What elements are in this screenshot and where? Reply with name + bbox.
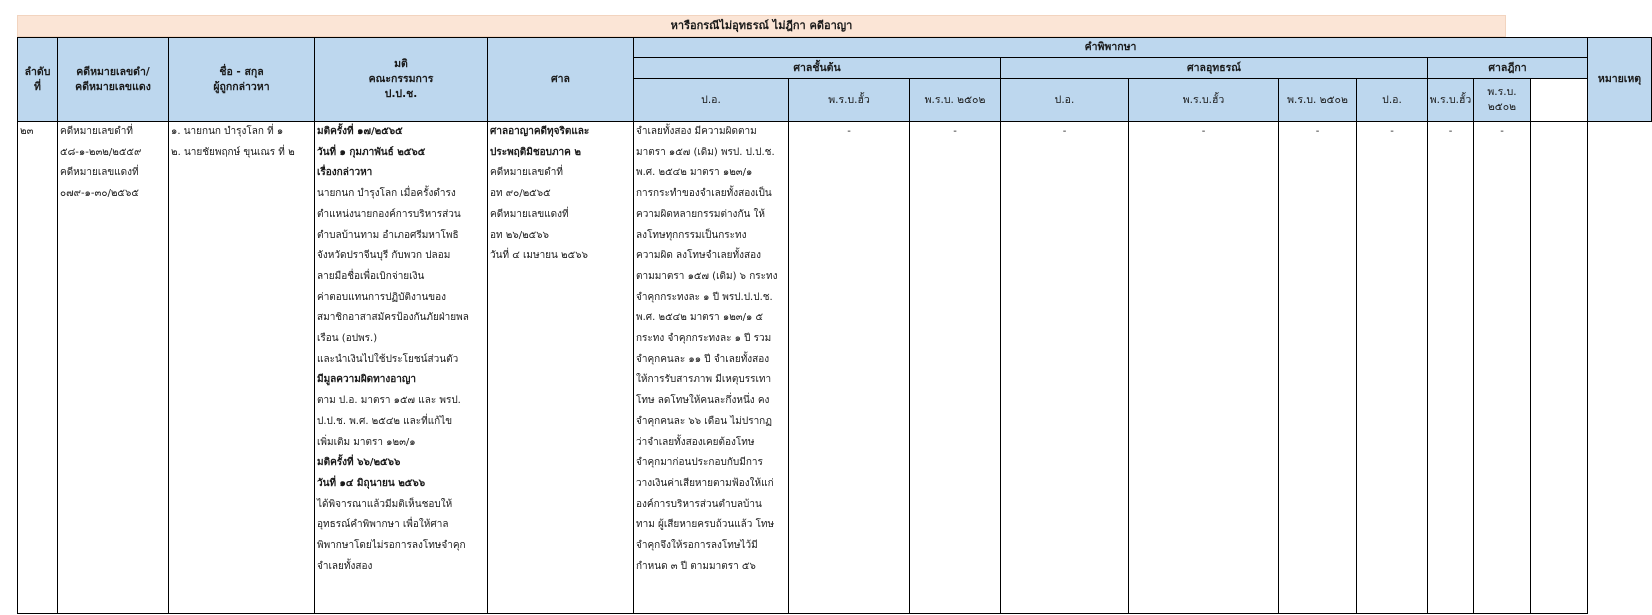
cell-appeal-po: -	[1001, 122, 1129, 614]
first-po-line: มาตรา ๑๕๗ (เดิม) พรป. ป.ป.ช.	[636, 146, 775, 158]
resolution-line: เรือน (อปพร.)	[317, 333, 378, 345]
court-line: วันที่ ๔ เมษายน ๒๕๖๖	[490, 250, 588, 262]
resolution-line: มติครั้งที่ ๖๖/๒๕๖๖	[317, 457, 401, 469]
cell-supreme-prb-hua: -	[1428, 122, 1474, 614]
first-po-line: จำคุกมาก่อนประกอบกับมีการ	[636, 457, 763, 469]
resolution-line: นายกนก บำรุงโลก เมื่อครั้งดำรง	[317, 188, 456, 200]
sheet-banner: หารือกรณีไม่อุทธรณ์ ไม่ฎีกา คดีอาญา	[17, 15, 1506, 37]
court-line: อท ๙๐/๒๕๖๕	[490, 188, 551, 200]
header-first-prb-hua: พ.ร.บ.ฮั้ว	[789, 79, 910, 122]
resolution-line: จำเลยทั้งสอง	[317, 560, 373, 572]
first-po-line: จำคุกคนละ ๖๖ เดือน ไม่ปรากฏ	[636, 415, 772, 427]
header-name: ชื่อ - สกุล ผู้ถูกกล่าวหา	[169, 38, 315, 122]
cell-first-po	[634, 122, 789, 614]
first-po-line: การกระทำของจำเลยทั้งสองเป็น	[636, 188, 772, 200]
first-po-line: จำเลยทั้งสอง มีความผิดตาม	[636, 126, 757, 137]
resolution-line: วันที่ ๑ กุมภาพันธ์ ๒๕๖๕	[317, 146, 426, 158]
resolution-line: ลายมือชื่อเพื่อเบิกจ่ายเงิน	[317, 270, 425, 282]
header-court-supreme: ศาลฎีกา	[1428, 58, 1588, 79]
resolution-line: เพิ่มเติม มาตรา ๑๒๓/๑	[317, 436, 416, 448]
first-po-line: โทษ ลดโทษให้คนละกึ่งหนึ่ง คง	[636, 395, 770, 407]
resolution-line: เรื่องกล่าวหา	[317, 167, 373, 179]
cell-first-prb-2502: -	[910, 122, 1001, 614]
first-po-line: พ.ศ. ๒๕๔๒ มาตรา ๑๒๓/๑ ๕	[636, 312, 764, 324]
resolution-line: อุทธรณ์คำพิพากษา เพื่อให้ศาล	[317, 519, 449, 531]
cell-appeal-prb-hua: -	[1129, 122, 1279, 614]
header-court-first: ศาลชั้นต้น	[634, 58, 1001, 79]
resolution-line: ตำบลบ้านทาม อำเภอศรีมหาโพธิ	[317, 229, 459, 241]
header-appeal-prb-2502: พ.ร.บ. ๒๕๐๒	[1279, 79, 1357, 122]
first-po-line: วางเงินค่าเสียหายตามฟ้องให้แก่	[636, 477, 774, 489]
court-line: คดีหมายเลขแดงที่	[490, 208, 569, 220]
court-line: ศาลอาญาคดีทุจริตและ	[490, 126, 590, 137]
header-first-prb-2502: พ.ร.บ. ๒๕๐๒	[910, 79, 1001, 122]
first-po-line: ความผิด ลงโทษจำเลยทั้งสอง	[636, 250, 761, 262]
resolution-line: ตำแหน่งนายกองค์การบริหารส่วน	[317, 208, 461, 220]
first-po-line: ว่าจำเลยทั้งสองเคยต้องโทษ	[636, 436, 755, 448]
header-court: ศาล	[488, 38, 634, 122]
first-po-line: จำคุกจึงให้รอการลงโทษไว้มี	[636, 540, 758, 552]
header-supreme-po: ป.อ.	[1357, 79, 1428, 122]
table-row	[18, 122, 1652, 614]
header-resolution: มติ คณะกรรมการ ป.ป.ช.	[315, 38, 488, 122]
first-po-line: กำหนด ๓ ปี ตามมาตรา ๕๖	[636, 560, 756, 572]
resolution-line: ตาม ป.อ. มาตรา ๑๕๗ และ พรป.	[317, 395, 461, 407]
header-remark: หมายเหตุ	[1588, 38, 1652, 122]
resolution-line: จังหวัดปราจีนบุรี กับพวก ปลอม	[317, 250, 451, 262]
cell-resolution	[315, 122, 488, 614]
court-line: คดีหมายเลขดำที่	[490, 167, 563, 179]
cell-first-prb-hua: -	[789, 122, 910, 614]
first-po-line: ตามมาตรา ๑๕๗ (เดิม) ๖ กระทง	[636, 270, 778, 282]
header-supreme-prb-hua: พ.ร.บ.ฮั้ว	[1428, 79, 1474, 122]
court-line: ประพฤติมิชอบภาค ๒	[490, 146, 581, 158]
header-first-po: ป.อ.	[634, 79, 789, 122]
header-appeal-po: ป.อ.	[1001, 79, 1129, 122]
first-po-line: ทาม ผู้เสียหายครบถ้วนแล้ว โทษ	[636, 519, 775, 531]
cell-seq: ๒๓	[18, 122, 58, 614]
resolution-line: มติครั้งที่ ๑๗/๒๕๖๕	[317, 126, 403, 137]
header-supreme-prb-2502: พ.ร.บ. ๒๕๐๒	[1474, 79, 1531, 122]
cell-court	[488, 122, 634, 614]
cell-appeal-prb-2502: -	[1279, 122, 1357, 614]
cell-remark	[1531, 122, 1588, 614]
first-po-line: กระทง จำคุกกระทงละ ๑ ปี รวม	[636, 333, 772, 345]
cases-table	[17, 37, 1652, 614]
resolution-line: พิพากษาโดยไม่รอการลงโทษจำคุก	[317, 540, 466, 552]
court-line: อท ๒๖/๒๕๖๖	[490, 229, 549, 241]
first-po-line: พ.ศ. ๒๕๔๒ มาตรา ๑๒๓/๑	[636, 167, 753, 179]
first-po-line: ความผิดหลายกรรมต่างกัน ให้	[636, 208, 765, 220]
first-po-line: จำคุกคนละ ๑๑ ปี จำเลยทั้งสอง	[636, 353, 770, 365]
resolution-line: สมาชิกอาสาสมัครป้องกันภัยฝ่ายพล	[317, 312, 469, 324]
cell-name: ๑. นายกนก บำรุงโลก ที่ ๑ ๒. นายชัยพฤกษ์ ขุนเณร ที่ ๒	[169, 122, 315, 614]
header-seq: ลำดับ ที่	[18, 38, 58, 122]
resolution-line: ได้พิจารณาแล้วมีมติเห็นชอบให้	[317, 498, 453, 510]
first-po-line: ให้การรับสารภาพ มีเหตุบรรเทา	[636, 374, 772, 386]
first-po-line: องค์การบริหารส่วนตำบลบ้าน	[636, 498, 762, 510]
resolution-line: ป.ป.ช. พ.ศ. ๒๕๔๒ และที่แก้ไข	[317, 415, 453, 427]
header-appeal-prb-hua: พ.ร.บ.ฮั้ว	[1129, 79, 1279, 122]
resolution-line: วันที่ ๑๔ มิถุนายน ๒๕๖๖	[317, 477, 426, 489]
cell-supreme-po: -	[1357, 122, 1428, 614]
resolution-line: และนำเงินไปใช้ประโยชน์ส่วนตัว	[317, 353, 459, 365]
resolution-line: มีมูลความผิดทางอาญา	[317, 374, 417, 386]
first-po-line: จำคุกกระทงละ ๑ ปี พรป.ป.ป.ช.	[636, 291, 773, 303]
cell-supreme-prb-2502: -	[1474, 122, 1531, 614]
header-case-number: คดีหมายเลขดำ/ คดีหมายเลขแดง	[58, 38, 169, 122]
header-judgment: คำพิพากษา	[634, 38, 1588, 58]
first-po-line: ลงโทษทุกกรรมเป็นกระทง	[636, 229, 747, 241]
cell-case-number: คดีหมายเลขดำที่ ๕๘-๑-๒๓๒/๒๕๕๙ คดีหมายเลขแดงที่ ๐๗๙-๑-๓๐/๒๕๖๕	[58, 122, 169, 614]
resolution-line: ค่าตอบแทนการปฏิบัติงานของ	[317, 291, 447, 303]
header-court-appeal: ศาลอุทธรณ์	[1001, 58, 1428, 79]
